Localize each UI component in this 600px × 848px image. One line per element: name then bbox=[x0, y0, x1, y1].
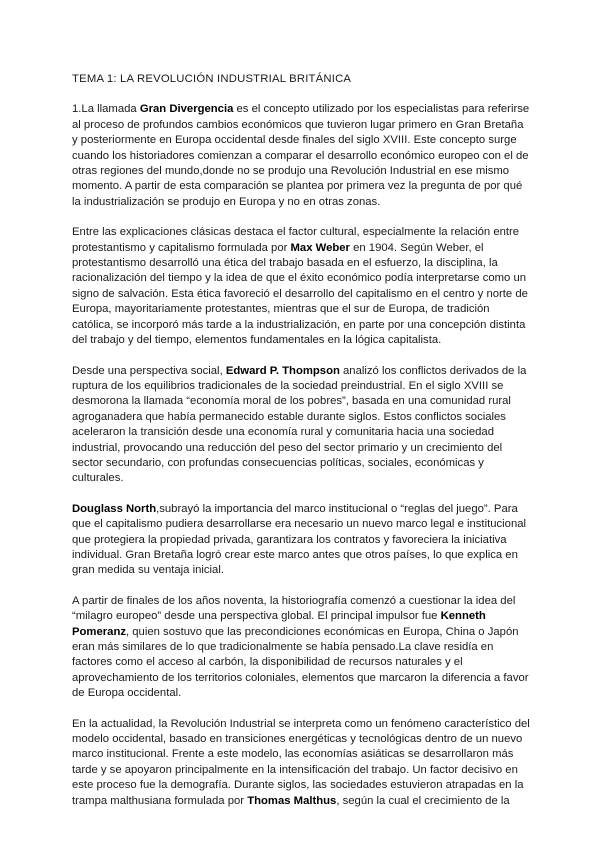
text-run: Desde una perspectiva social, bbox=[72, 364, 226, 377]
bold-name: Douglass North bbox=[72, 502, 157, 515]
text-run: en 1904. Según Weber, el protestantismo desarrolló una ética del trabajo basada en el esfuerzo, la disciplina, la racionalización del tiempo y la idea de que el éxito económico podía interpretarse como un signo de salvación. Esta ética favoreció el desarrollo del capitalismo en el centro y norte de Europa, mayoritariamente protestantes, mientras que el sur de Europa, de tradición católica, se incorporó más tarde a la industrialización, en parte por una concepción distinta del trabajo y del tiempo, elementos fundamentales en la lógica capitalista. bbox=[72, 241, 528, 347]
paragraph bbox=[72, 225, 532, 348]
paragraph bbox=[72, 364, 532, 487]
text-run: , según la cual el crecimiento de la bbox=[336, 794, 510, 807]
paragraph bbox=[72, 717, 532, 809]
text-run: es el concepto utilizado por los especialistas para referirse al proceso de profundos cambios económicos que tuvieron lugar primero en Gran Bretaña y posteriormente en Europa occidental desde finales del siglo XVIII. Este concepto surge cuando los historiadores comienzan a comparar el desarrollo económico europeo con el de otras regiones del mundo,donde no se produjo una Revolución Industrial en ese mismo momento. A partir de esta comparación se plantea por primera vez la pregunta de por qué la industrialización se produjo en Europa y no en otras zonas. bbox=[72, 103, 530, 208]
paragraph bbox=[72, 502, 532, 579]
text-run: ,subrayó la importancia del marco institucional o “reglas del juego”. Para que el capitalismo pudiera desarrollarse era necesario un nuevo marco legal e institucional que protegiera la propiedad privada, garantizara los contratos y favoreciera la iniciativa individual. Gran Bretaña logró crear este marco antes que otros países, lo que explica en gran medida su ventaja inicial. bbox=[72, 502, 527, 577]
bold-name: Edward P. Thompson bbox=[225, 364, 340, 377]
document-body bbox=[72, 72, 532, 824]
text-run: En la actualidad, la Revolución Industrial se interpreta como un fenómeno característico del modelo occidental, basado en transiciones energéticas y tecnológicas dentro de un nuevo marco institucional. Frente a este modelo, las economías asiáticas se desarrollaron más tarde y se apoyaron principalmente en la intensificación del trabajo. Un factor decisivo en este proceso fue la demografía. Durante siglos, las sociedades estuvieron atrapadas en la trampa malthusiana formulada por bbox=[72, 717, 530, 807]
document-title: TEMA 1: LA REVOLUCIÓN INDUSTRIAL BRITÁNICA bbox=[72, 73, 352, 85]
text-run: Entre las explicaciones clásicas destaca el factor cultural, especialmente la relación entre protestantismo y capitalismo formulada por bbox=[72, 226, 520, 254]
paragraph-list bbox=[72, 102, 532, 809]
text-run: 1.La llamada bbox=[72, 103, 140, 116]
paragraph bbox=[72, 594, 532, 702]
bold-name: Thomas Malthus bbox=[247, 794, 337, 807]
text-run: A partir de finales de los años noventa, la historiografía comenzó a cuestionar la idea del “milagro europeo” desde una perspectiva global. El principal impulsor fue bbox=[72, 594, 516, 623]
bold-name: Gran Divergencia bbox=[139, 103, 234, 116]
bold-name: Max Weber bbox=[290, 241, 350, 254]
bold-name: Kenneth Pomeranz bbox=[72, 610, 486, 638]
paragraph bbox=[72, 102, 532, 210]
text-run: , quien sostuvo que las precondiciones económicas en Europa, China o Japón eran más similares de lo que tradicionalmente se había pensado.La clave residía en factores como el acceso al carbón, la disponibilidad de recursos naturales y el aprovechamiento de los territorios coloniales, elementos que marcaron la diferencia a favor de Europa occidental. bbox=[72, 625, 529, 700]
text-run: analizó los conflictos derivados de la ruptura de los equilibrios tradicionales de la sociedad preindustrial. En el siglo XVIII se desmorona la llamada “economía moral de los pobres”, basada en una comunidad rural agroganadera que había permanecido estable durante siglos. Estos conflictos sociales aceleraron la transición desde una economía rural y comunitaria hacia una sociedad industrial, provocando una reducción del peso del sector primario y un crecimiento del sector secundario, con profundas consecuencias políticas, sociales, económicas y culturales. bbox=[72, 364, 527, 485]
